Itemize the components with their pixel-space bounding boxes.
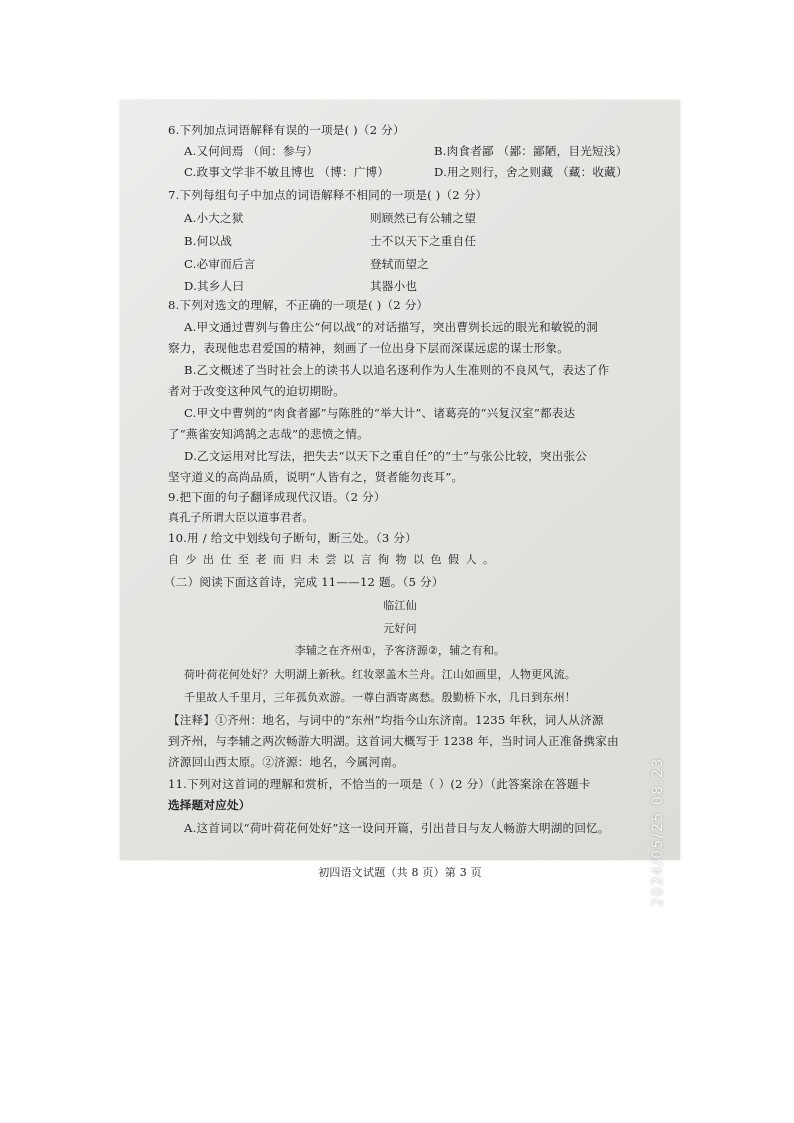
q7-row (184, 278, 660, 294)
q8-line: C.甲文中曹刿的“肉食者鄙”与陈胜的“举大计”、诸葛亮的“兴复汉室”都表达 (184, 406, 576, 420)
q8-line: 者对于改变这种风气的迫切期盼。 (168, 384, 345, 398)
q7-option-d-pair: 其器小也 (370, 279, 418, 293)
q7-row (184, 233, 660, 249)
q8-line: D.乙文运用对比写法，把失去“以天下之重自任”的“士”与张公比较，突出张公 (184, 449, 588, 463)
q7-option-b-pair: 士不以天下之重自任 (370, 234, 477, 248)
note-text: ①齐州：地名，与词中的“东州”均指今山东济南。1235 年秋，词人从济源 (215, 713, 604, 727)
q7-stem: 7.下列每组句子中加点的词语解释不相同的一项是( )（2 分） (168, 188, 488, 202)
q7-row (184, 256, 660, 272)
poem-author: 元好问 (383, 622, 417, 635)
q7-option-a-pair: 则顾然已有公辅之望 (370, 211, 477, 225)
q8-stem: 8.下列对选文的理解，不正确的一项是( )（2 分） (168, 298, 429, 312)
q7-option-b: B.何以战 (184, 234, 232, 248)
exam-page-photo (120, 100, 680, 907)
q7-option-d: D.其乡人曰 (184, 279, 245, 293)
q11-stem-cont: 选择题对应处） (168, 798, 251, 812)
q8-line: 察力，表现他忠君爱国的精神，刻画了一位出身下层而深谋远虑的谋士形象。 (168, 341, 569, 355)
q8-line: 坚守道义的高尚品质，说明“人皆有之，贤者能勿丧耳”。 (168, 470, 464, 484)
q6-option-c: C.政事文学非不敏且博也 （博：广博） (184, 165, 390, 179)
section2-intro: （二）阅读下面这首诗，完成 11——12 题。（5 分） (164, 575, 444, 589)
timestamp-text: 2024/05/25 08:23 (650, 757, 666, 907)
q6-option-b: B.肉食者鄙 （鄙：鄙陋，目光短浅） (434, 144, 628, 158)
note-line: 济源回山西太原。②济源：地名，今属河南。 (168, 755, 404, 769)
photo-timestamp (648, 712, 668, 952)
q7-row (184, 210, 660, 226)
q6-options-row2 (184, 164, 660, 180)
q6-options-row1 (184, 143, 660, 159)
q6-option-d: D.用之则行，舍之则藏 （藏：收藏） (434, 165, 628, 179)
q8-line: B.乙文概述了当时社会上的读书人以追名逐利作为人生准则的不良风气，表达了作 (184, 363, 610, 377)
note-line: 到齐州，与李辅之两次畅游大明湖。这首词大概写于 1238 年，当时词人正准备携家由 (168, 734, 619, 748)
q9-sentence: 真孔子所谓大臣以道事君者。 (168, 511, 314, 524)
q7-option-c-pair: 登轼而望之 (370, 257, 429, 271)
q10-sentence: 自少出仕至老而归未尝以言徇物以色假人。 (168, 553, 501, 566)
q6-option-a: A.又何间焉 （间：参与） (184, 144, 319, 158)
page-footer: 初四语文试题（共 8 页）第 3 页 (318, 866, 482, 879)
q7-option-c: C.必审而后言 (184, 257, 256, 271)
q9-stem: 9.把下面的句子翻译成现代汉语。（2 分） (168, 490, 386, 504)
poem-title: 临江仙 (383, 599, 417, 612)
q10-stem: 10.用 / 给文中划线句子断句，断三处。（3 分） (168, 531, 417, 545)
q11-option-a: A.这首词以“荷叶荷花何处好”这一设问开篇，引出昔日与友人畅游大明湖的回忆。 (184, 821, 610, 835)
poem-verse: 千里故人千里月，三年孤负欢游。一尊白酒寄离愁。殷勤桥下水，几日到东州！ (184, 691, 576, 704)
note-line (168, 712, 660, 728)
q8-line: A.甲文通过曹刿与鲁庄公“何以战”的对话描写，突出曹刿长远的眼光和敏锐的洞 (184, 320, 598, 334)
q6-stem: 6.下列加点词语解释有误的一项是( )（2 分） (168, 123, 405, 137)
q11-stem: 11.下列对这首词的理解和赏析，不恰当的一项是（ ）(2 分）（此答案涂在答题卡 (168, 777, 591, 791)
q7-option-a: A.小大之狱 (184, 211, 244, 225)
poem-preface: 李辅之在齐州①，予客济源②，辅之有和。 (294, 644, 506, 657)
q8-line: 了“燕雀安知鸿鹄之志哉”的悲愤之情。 (168, 427, 369, 441)
note-label: 【注释】 (168, 713, 216, 727)
poem-verse: 荷叶荷花何处好？大明湖上新秋。红妆翠盖木兰舟。江山如画里，人物更风流。 (184, 668, 576, 681)
